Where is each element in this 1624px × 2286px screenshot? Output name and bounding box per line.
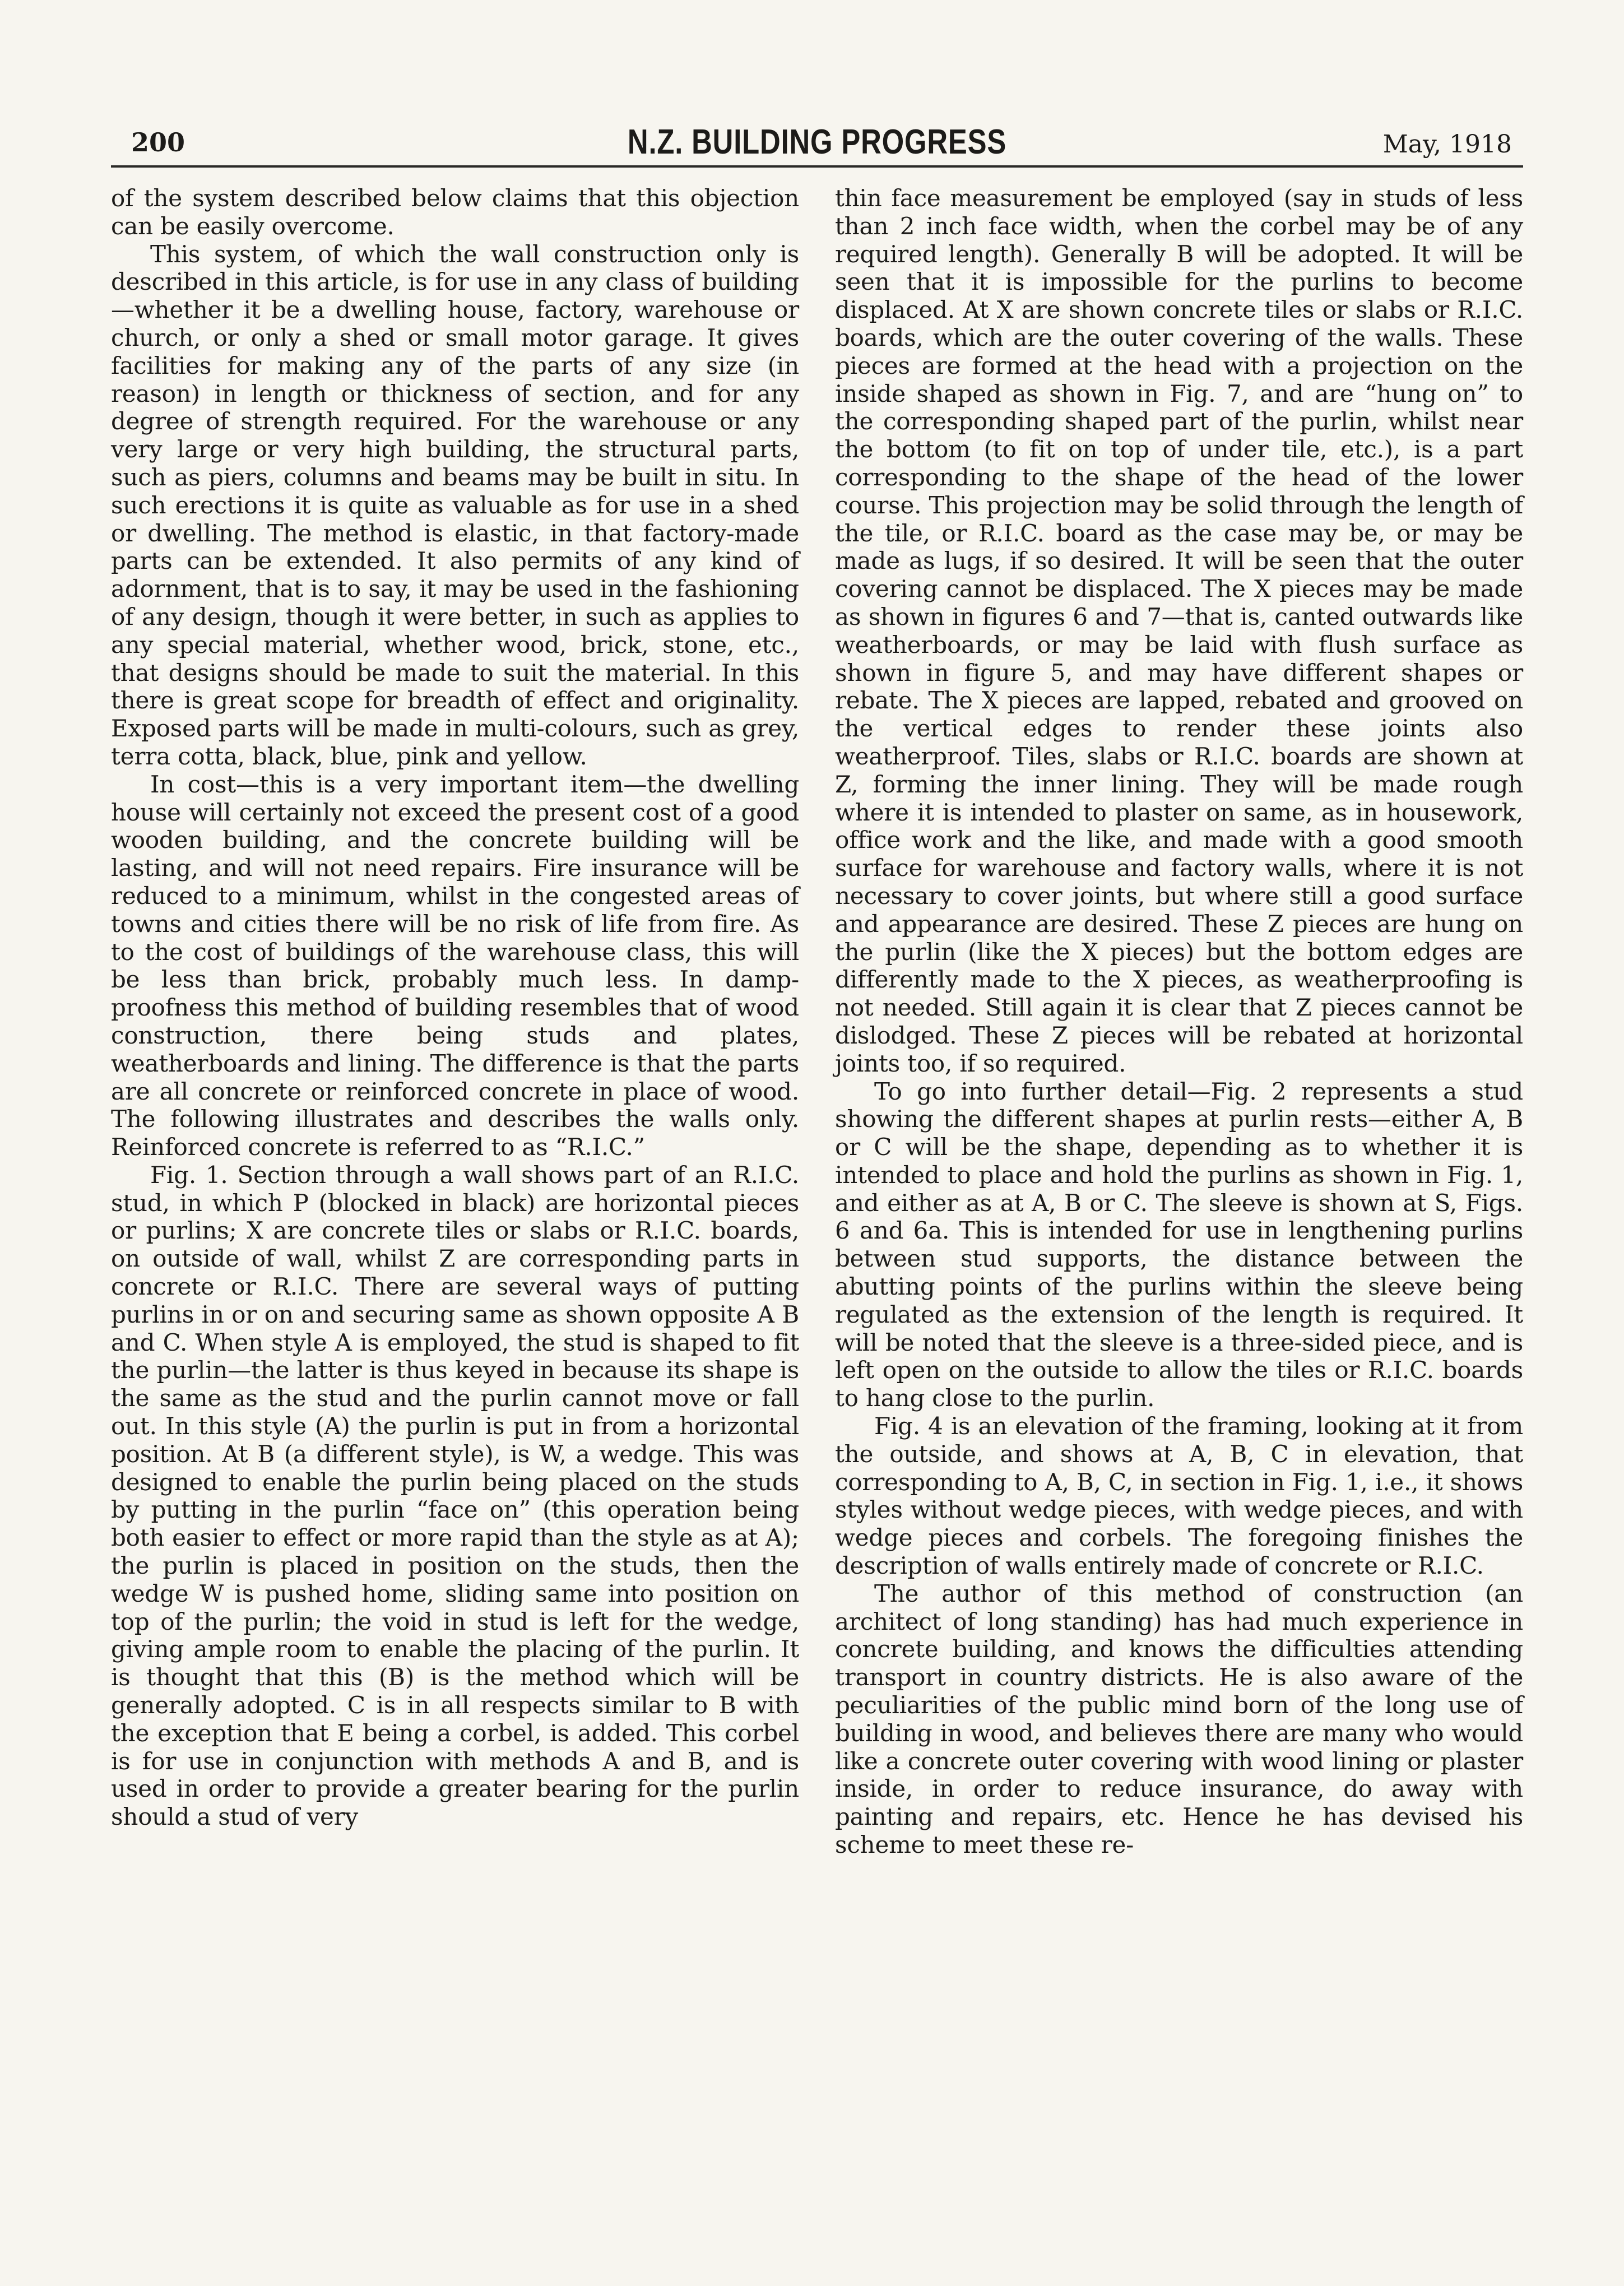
page-header	[111, 120, 1523, 168]
paragraph: To go into further detail—Fig. 2 represents a stud showing the different shapes at purlin rests—either A, B or C will be the shape, depending as to whether it is intended to place and hold the purlins as shown in Fig. 1, and either as at A, B or C. The sleeve is shown at S, Figs. 6 and 6a. This is intended for use in lengthening purlins between stud supports, the distance between the abutting points of the purlins within the sleeve being regulated as the extension of the length is required. It will be noted that the sleeve is a three-sided piece, and is left open on the outside to allow the tiles or R.I.C. boards to hang close to the purlin.	[835, 1077, 1523, 1412]
page-number: 200	[131, 127, 185, 157]
paragraph: Fig. 1. Section through a wall shows part of an R.I.C. stud, in which P (blocked in black) are horizontal pieces or purlins; X are concrete tiles or slabs or R.I.C. boards, on outside of wall, whilst Z are corresponding parts in concrete or R.I.C. There are several ways of putting purlins in or on and securing same as shown opposite A B and C. When style A is employed, the stud is shaped to fit the purlin—the latter is thus keyed in because its shape is the same as the stud and the purlin cannot move or fall out. In this style (A) the purlin is put in from a horizontal position. At B (a different style), is W, a wedge. This was designed to enable the purlin being placed on the studs by putting in the purlin “face on” (this operation being both easier to effect or more rapid than the style as at A); the purlin is placed in position on the studs, then the wedge W is pushed home, sliding same into position on top of the purlin; the void in stud is left for the wedge, giving ample room to enable the placing of the purlin. It is thought that this (B) is the method which will be generally adopted. C is in all respects similar to B with the exception that E being a corbel, is added. This corbel is for use in conjunction with methods A and B, and is used in order to provide a greater bearing for the purlin should a stud of very	[111, 1161, 799, 1831]
left-column	[111, 184, 799, 1859]
journal-title: N.Z. BUILDING PROGRESS	[627, 123, 1007, 161]
issue-date: May, 1918	[1382, 130, 1512, 159]
paragraph: of the system described below claims that this objection can be easily overcome.	[111, 184, 799, 240]
paragraph: In cost—this is a very important item—the dwelling house will certainly not exceed the present cost of a good wooden building, and the concrete building will be lasting, and will not need repairs. Fire insurance will be reduced to a minimum, whilst in the congested areas of towns and cities there will be no risk of life from fire. As to the cost of buildings of the warehouse class, this will be less than brick, probably much less. In damp-proofness this method of building resembles that of wood construction, there being studs and plates, weatherboards and lining. The difference is that the parts are all concrete or reinforced concrete in place of wood. The following illustrates and describes the walls only. Reinforced concrete is referred to as “R.I.C.”	[111, 770, 799, 1161]
article-body	[111, 184, 1523, 1859]
paragraph: The author of this method of construction (an architect of long standing) has had much experience in concrete building, and knows the difficulties attending transport in country districts. He is also aware of the peculiarities of the public mind born of the long use of building in wood, and believes there are many who would like a concrete outer covering with wood lining or plaster inside, in order to reduce insurance, do away with painting and repairs, etc. Hence he has devised his scheme to meet these re-	[835, 1579, 1523, 1859]
right-column	[835, 184, 1523, 1859]
paragraph: thin face measurement be employed (say in studs of less than 2 inch face width, when the corbel may be of any required length). Generally B will be adopted. It will be seen that it is impossible for the purlins to become displaced. At X are shown concrete tiles or slabs or R.I.C. boards, which are the outer covering of the walls. These pieces are formed at the head with a projection on the inside shaped as shown in Fig. 7, and are “hung on” to the corresponding shaped part of the purlin, whilst near the bottom (to fit on top of under tile, etc.), is a part corresponding to the shape of the head of the lower course. This projection may be solid through the length of the tile, or R.I.C. board as the case may be, or may be made as lugs, if so desired. It will be seen that the outer covering cannot be displaced. The X pieces may be made as shown in figures 6 and 7—that is, canted outwards like weatherboards, or may be laid with flush surface as shown in figure 5, and may have different shapes or rebate. The X pieces are lapped, rebated and grooved on the vertical edges to render these joints also weatherproof. Tiles, slabs or R.I.C. boards are shown at Z, forming the inner lining. They will be made rough where it is intended to plaster on same, as in housework, office work and the like, and made with a good smooth surface for warehouse and factory walls, where it is not necessary to cover joints, but where still a good surface and appearance are desired. These Z pieces are hung on the purlin (like the X pieces) but the bottom edges are differently made to the X pieces, as weatherproofing is not needed. Still again it is clear that Z pieces cannot be dislodged. These Z pieces will be rebated at horizontal joints too, if so required.	[835, 184, 1523, 1077]
paragraph: This system, of which the wall construction only is described in this article, is for use in any class of building—whether it be a dwelling house, factory, warehouse or church, or only a shed or small motor garage. It gives facilities for making any of the parts of any size (in reason) in length or thickness of section, and for any degree of strength required. For the warehouse or any very large or very high building, the structural parts, such as piers, columns and beams may be built in situ. In such erections it is quite as valuable as for use in a shed or dwelling. The method is elastic, in that factory-made parts can be extended. It also permits of any kind of adornment, that is to say, it may be used in the fashioning of any design, though it were better, in such as applies to any special material, whether wood, brick, stone, etc., that designs should be made to suit the material. In this there is great scope for breadth of effect and originality. Exposed parts will be made in multi-colours, such as grey, terra cotta, black, blue, pink and yellow.	[111, 240, 799, 770]
paragraph: Fig. 4 is an elevation of the framing, looking at it from the outside, and shows at A, B, C in elevation, that corresponding to A, B, C, in section in Fig. 1, i.e., it shows styles without wedge pieces, with wedge pieces, and with wedge pieces and corbels. The foregoing finishes the description of walls entirely made of concrete or R.I.C.	[835, 1412, 1523, 1580]
